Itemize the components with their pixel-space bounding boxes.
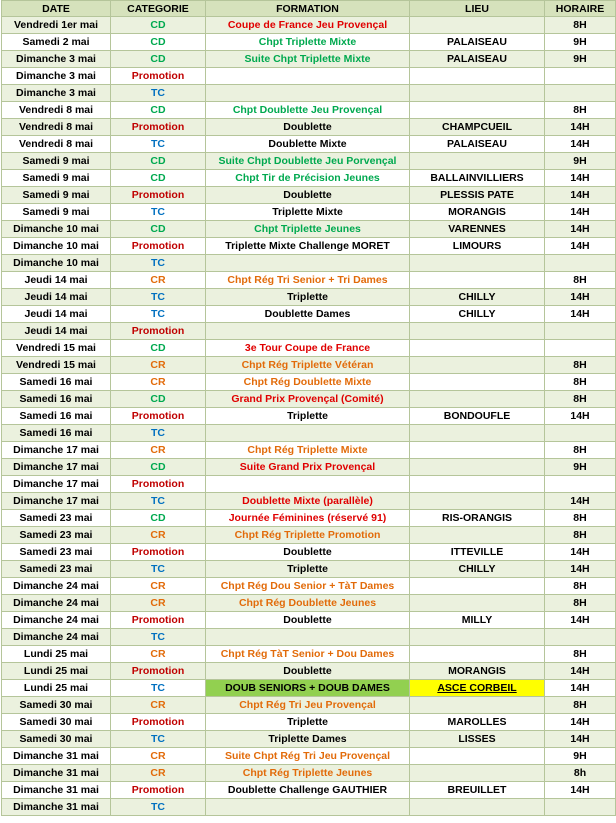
cell-lieu: BREUILLET bbox=[410, 782, 545, 799]
cell-lieu: PALAISEAU bbox=[410, 136, 545, 153]
schedule-table bbox=[1, 0, 616, 816]
cell-lieu: MAROLLES bbox=[410, 714, 545, 731]
cell-category: Promotion bbox=[111, 68, 206, 85]
cell-formation: Journée Féminines (réservé 91) bbox=[206, 510, 410, 527]
header-date: DATE bbox=[2, 1, 111, 17]
cell-category: TC bbox=[111, 799, 206, 816]
cell-category: CD bbox=[111, 102, 206, 119]
table-row bbox=[2, 476, 616, 493]
cell-category: Promotion bbox=[111, 476, 206, 493]
cell-horaire: 8H bbox=[545, 391, 616, 408]
cell-date: Samedi 16 mai bbox=[2, 374, 111, 391]
cell-horaire: 8H bbox=[545, 578, 616, 595]
cell-formation: Chpt Rég Tri Senior + Tri Dames bbox=[206, 272, 410, 289]
table-row bbox=[2, 153, 616, 170]
cell-horaire: 14H bbox=[545, 119, 616, 136]
cell-horaire: 14H bbox=[545, 204, 616, 221]
cell-horaire: 14H bbox=[545, 408, 616, 425]
table-row bbox=[2, 272, 616, 289]
cell-horaire: 8h bbox=[545, 765, 616, 782]
cell-lieu bbox=[410, 102, 545, 119]
cell-horaire: 9H bbox=[545, 153, 616, 170]
cell-formation: Chpt Rég Triplette Vétéran bbox=[206, 357, 410, 374]
table-row bbox=[2, 102, 616, 119]
cell-formation: Doublette Challenge GAUTHIER bbox=[206, 782, 410, 799]
cell-category: CR bbox=[111, 646, 206, 663]
cell-date: Dimanche 31 mai bbox=[2, 782, 111, 799]
cell-horaire: 14H bbox=[545, 663, 616, 680]
cell-date: Dimanche 3 mai bbox=[2, 68, 111, 85]
cell-formation: Chpt Rég Doublette Jeunes bbox=[206, 595, 410, 612]
cell-horaire: 14H bbox=[545, 221, 616, 238]
cell-lieu bbox=[410, 527, 545, 544]
cell-formation bbox=[206, 629, 410, 646]
table-row bbox=[2, 646, 616, 663]
cell-formation: DOUB SENIORS + DOUB DAMES bbox=[206, 680, 410, 697]
cell-category: Promotion bbox=[111, 663, 206, 680]
cell-formation: Grand Prix Provençal (Comité) bbox=[206, 391, 410, 408]
cell-lieu bbox=[410, 85, 545, 102]
table-row bbox=[2, 187, 616, 204]
cell-horaire: 14H bbox=[545, 612, 616, 629]
cell-lieu bbox=[410, 68, 545, 85]
cell-formation: Chpt Rég TàT Senior + Dou Dames bbox=[206, 646, 410, 663]
cell-horaire: 9H bbox=[545, 51, 616, 68]
cell-formation bbox=[206, 799, 410, 816]
cell-formation: Doublette Dames bbox=[206, 306, 410, 323]
cell-horaire: 14H bbox=[545, 680, 616, 697]
cell-category: CD bbox=[111, 391, 206, 408]
table-row bbox=[2, 510, 616, 527]
cell-lieu: MORANGIS bbox=[410, 204, 545, 221]
cell-horaire: 14H bbox=[545, 238, 616, 255]
cell-lieu bbox=[410, 459, 545, 476]
cell-lieu bbox=[410, 646, 545, 663]
cell-lieu bbox=[410, 425, 545, 442]
table-row bbox=[2, 629, 616, 646]
cell-formation: Triplette bbox=[206, 289, 410, 306]
cell-date: Dimanche 24 mai bbox=[2, 578, 111, 595]
cell-lieu: CHAMPCUEIL bbox=[410, 119, 545, 136]
cell-date: Samedi 23 mai bbox=[2, 510, 111, 527]
cell-horaire: 14H bbox=[545, 731, 616, 748]
cell-horaire: 14H bbox=[545, 187, 616, 204]
cell-category: Promotion bbox=[111, 544, 206, 561]
cell-horaire: 14H bbox=[545, 289, 616, 306]
table-row bbox=[2, 357, 616, 374]
table-row bbox=[2, 799, 616, 816]
cell-horaire: 8H bbox=[545, 374, 616, 391]
table-row bbox=[2, 663, 616, 680]
cell-date: Dimanche 31 mai bbox=[2, 748, 111, 765]
cell-lieu bbox=[410, 391, 545, 408]
cell-lieu: LIMOURS bbox=[410, 238, 545, 255]
cell-category: CD bbox=[111, 170, 206, 187]
cell-category: CD bbox=[111, 34, 206, 51]
cell-category: TC bbox=[111, 425, 206, 442]
cell-horaire: 8H bbox=[545, 17, 616, 34]
cell-category: CR bbox=[111, 442, 206, 459]
cell-lieu: CHILLY bbox=[410, 306, 545, 323]
cell-lieu bbox=[410, 323, 545, 340]
cell-formation bbox=[206, 323, 410, 340]
cell-category: TC bbox=[111, 85, 206, 102]
cell-formation: Triplette bbox=[206, 714, 410, 731]
cell-date: Samedi 2 mai bbox=[2, 34, 111, 51]
cell-date: Lundi 25 mai bbox=[2, 680, 111, 697]
cell-date: Vendredi 8 mai bbox=[2, 102, 111, 119]
cell-lieu bbox=[410, 493, 545, 510]
cell-horaire bbox=[545, 340, 616, 357]
table-row bbox=[2, 34, 616, 51]
header-lieu: LIEU bbox=[410, 1, 545, 17]
cell-category: TC bbox=[111, 306, 206, 323]
cell-horaire: 8H bbox=[545, 527, 616, 544]
cell-category: TC bbox=[111, 289, 206, 306]
cell-horaire: 14H bbox=[545, 561, 616, 578]
cell-date: Samedi 16 mai bbox=[2, 391, 111, 408]
cell-horaire bbox=[545, 799, 616, 816]
cell-category: CR bbox=[111, 272, 206, 289]
table-row bbox=[2, 340, 616, 357]
cell-date: Vendredi 15 mai bbox=[2, 340, 111, 357]
cell-horaire: 9H bbox=[545, 748, 616, 765]
cell-formation: Chpt Tir de Précision Jeunes bbox=[206, 170, 410, 187]
cell-category: CD bbox=[111, 340, 206, 357]
cell-horaire: 14H bbox=[545, 544, 616, 561]
cell-formation: Chpt Rég Triplette Promotion bbox=[206, 527, 410, 544]
cell-date: Vendredi 8 mai bbox=[2, 119, 111, 136]
cell-date: Dimanche 24 mai bbox=[2, 595, 111, 612]
table-row bbox=[2, 391, 616, 408]
cell-date: Lundi 25 mai bbox=[2, 663, 111, 680]
cell-horaire bbox=[545, 425, 616, 442]
cell-horaire: 14H bbox=[545, 170, 616, 187]
cell-category: Promotion bbox=[111, 612, 206, 629]
table-row bbox=[2, 493, 616, 510]
cell-formation: Chpt Doublette Jeu Provençal bbox=[206, 102, 410, 119]
table-row bbox=[2, 578, 616, 595]
cell-date: Samedi 9 mai bbox=[2, 170, 111, 187]
table-row bbox=[2, 697, 616, 714]
cell-category: TC bbox=[111, 680, 206, 697]
cell-horaire: 8H bbox=[545, 646, 616, 663]
cell-date: Dimanche 17 mai bbox=[2, 459, 111, 476]
cell-category: CD bbox=[111, 459, 206, 476]
cell-date: Dimanche 24 mai bbox=[2, 612, 111, 629]
cell-horaire: 8H bbox=[545, 697, 616, 714]
cell-category: CR bbox=[111, 748, 206, 765]
cell-formation: Suite Chpt Triplette Mixte bbox=[206, 51, 410, 68]
cell-date: Samedi 30 mai bbox=[2, 697, 111, 714]
header-category: CATEGORIE bbox=[111, 1, 206, 17]
cell-horaire: 14H bbox=[545, 136, 616, 153]
table-row bbox=[2, 68, 616, 85]
cell-horaire bbox=[545, 476, 616, 493]
cell-category: TC bbox=[111, 561, 206, 578]
cell-category: TC bbox=[111, 629, 206, 646]
cell-category: CR bbox=[111, 357, 206, 374]
cell-horaire: 9H bbox=[545, 34, 616, 51]
cell-category: TC bbox=[111, 204, 206, 221]
cell-category: Promotion bbox=[111, 782, 206, 799]
table-row bbox=[2, 85, 616, 102]
cell-formation: 3e Tour Coupe de France bbox=[206, 340, 410, 357]
cell-formation: Triplette bbox=[206, 408, 410, 425]
cell-category: CR bbox=[111, 765, 206, 782]
table-row bbox=[2, 527, 616, 544]
cell-lieu bbox=[410, 340, 545, 357]
cell-date: Jeudi 14 mai bbox=[2, 272, 111, 289]
table-row bbox=[2, 306, 616, 323]
cell-date: Dimanche 17 mai bbox=[2, 442, 111, 459]
cell-horaire: 14H bbox=[545, 493, 616, 510]
cell-category: CD bbox=[111, 153, 206, 170]
cell-lieu bbox=[410, 748, 545, 765]
table-row bbox=[2, 408, 616, 425]
header-formation: FORMATION bbox=[206, 1, 410, 17]
table-row bbox=[2, 442, 616, 459]
cell-horaire bbox=[545, 85, 616, 102]
cell-lieu bbox=[410, 595, 545, 612]
cell-category: CD bbox=[111, 17, 206, 34]
cell-formation bbox=[206, 425, 410, 442]
table-row bbox=[2, 204, 616, 221]
cell-formation: Chpt Rég Tri Jeu Provençal bbox=[206, 697, 410, 714]
cell-date: Dimanche 3 mai bbox=[2, 51, 111, 68]
cell-category: Promotion bbox=[111, 119, 206, 136]
cell-date: Samedi 23 mai bbox=[2, 527, 111, 544]
cell-horaire bbox=[545, 323, 616, 340]
cell-formation bbox=[206, 476, 410, 493]
cell-category: CD bbox=[111, 221, 206, 238]
cell-lieu bbox=[410, 255, 545, 272]
cell-horaire: 14H bbox=[545, 306, 616, 323]
table-body bbox=[2, 17, 616, 816]
cell-formation: Suite Grand Prix Provençal bbox=[206, 459, 410, 476]
cell-category: Promotion bbox=[111, 408, 206, 425]
cell-date: Dimanche 31 mai bbox=[2, 765, 111, 782]
cell-date: Dimanche 10 mai bbox=[2, 221, 111, 238]
cell-category: Promotion bbox=[111, 187, 206, 204]
cell-date: Samedi 9 mai bbox=[2, 187, 111, 204]
cell-formation bbox=[206, 68, 410, 85]
cell-horaire: 8H bbox=[545, 595, 616, 612]
header-row bbox=[2, 1, 616, 17]
cell-category: Promotion bbox=[111, 714, 206, 731]
cell-horaire: 8H bbox=[545, 510, 616, 527]
cell-horaire: 8H bbox=[545, 442, 616, 459]
cell-lieu: CHILLY bbox=[410, 561, 545, 578]
cell-category: CR bbox=[111, 697, 206, 714]
cell-formation: Chpt Rég Triplette Jeunes bbox=[206, 765, 410, 782]
cell-horaire bbox=[545, 255, 616, 272]
cell-date: Vendredi 8 mai bbox=[2, 136, 111, 153]
cell-category: CR bbox=[111, 374, 206, 391]
table-row bbox=[2, 136, 616, 153]
cell-date: Jeudi 14 mai bbox=[2, 289, 111, 306]
cell-category: TC bbox=[111, 136, 206, 153]
cell-formation: Triplette Dames bbox=[206, 731, 410, 748]
cell-date: Lundi 25 mai bbox=[2, 646, 111, 663]
table-row bbox=[2, 459, 616, 476]
cell-horaire bbox=[545, 629, 616, 646]
cell-horaire: 8H bbox=[545, 102, 616, 119]
cell-horaire: 9H bbox=[545, 459, 616, 476]
cell-date: Samedi 30 mai bbox=[2, 714, 111, 731]
table-row bbox=[2, 765, 616, 782]
table-row bbox=[2, 255, 616, 272]
cell-formation: Doublette bbox=[206, 187, 410, 204]
cell-formation: Chpt Triplette Jeunes bbox=[206, 221, 410, 238]
table-row bbox=[2, 748, 616, 765]
cell-date: Samedi 23 mai bbox=[2, 561, 111, 578]
table-row bbox=[2, 119, 616, 136]
table-row bbox=[2, 374, 616, 391]
cell-date: Vendredi 1er mai bbox=[2, 17, 111, 34]
cell-date: Dimanche 31 mai bbox=[2, 799, 111, 816]
table-row bbox=[2, 170, 616, 187]
cell-date: Dimanche 17 mai bbox=[2, 493, 111, 510]
cell-formation: Chpt Triplette Mixte bbox=[206, 34, 410, 51]
cell-lieu: PALAISEAU bbox=[410, 51, 545, 68]
table-row bbox=[2, 714, 616, 731]
cell-date: Samedi 30 mai bbox=[2, 731, 111, 748]
cell-date: Samedi 23 mai bbox=[2, 544, 111, 561]
cell-formation: Doublette bbox=[206, 663, 410, 680]
cell-date: Dimanche 24 mai bbox=[2, 629, 111, 646]
cell-horaire: 8H bbox=[545, 357, 616, 374]
cell-date: Dimanche 10 mai bbox=[2, 238, 111, 255]
table-row bbox=[2, 595, 616, 612]
cell-lieu bbox=[410, 357, 545, 374]
cell-horaire: 14H bbox=[545, 782, 616, 799]
cell-formation: Doublette Mixte bbox=[206, 136, 410, 153]
table-row bbox=[2, 544, 616, 561]
cell-lieu: BALLAINVILLIERS bbox=[410, 170, 545, 187]
cell-lieu bbox=[410, 629, 545, 646]
cell-lieu bbox=[410, 272, 545, 289]
cell-lieu bbox=[410, 17, 545, 34]
cell-date: Samedi 9 mai bbox=[2, 153, 111, 170]
cell-formation bbox=[206, 85, 410, 102]
cell-date: Samedi 9 mai bbox=[2, 204, 111, 221]
cell-lieu bbox=[410, 697, 545, 714]
cell-lieu: PLESSIS PATE bbox=[410, 187, 545, 204]
cell-date: Dimanche 10 mai bbox=[2, 255, 111, 272]
cell-lieu: ITTEVILLE bbox=[410, 544, 545, 561]
cell-date: Vendredi 15 mai bbox=[2, 357, 111, 374]
table-row bbox=[2, 731, 616, 748]
cell-formation: Doublette bbox=[206, 119, 410, 136]
table-row bbox=[2, 561, 616, 578]
cell-category: TC bbox=[111, 493, 206, 510]
cell-lieu: MILLY bbox=[410, 612, 545, 629]
cell-lieu bbox=[410, 578, 545, 595]
cell-lieu bbox=[410, 442, 545, 459]
cell-formation: Triplette Mixte Challenge MORET bbox=[206, 238, 410, 255]
cell-formation: Suite Chpt Doublette Jeu Porvençal bbox=[206, 153, 410, 170]
cell-horaire bbox=[545, 68, 616, 85]
table-row bbox=[2, 238, 616, 255]
cell-horaire: 14H bbox=[545, 714, 616, 731]
cell-lieu bbox=[410, 153, 545, 170]
cell-horaire: 8H bbox=[545, 272, 616, 289]
cell-category: CD bbox=[111, 51, 206, 68]
cell-lieu bbox=[410, 765, 545, 782]
cell-date: Samedi 16 mai bbox=[2, 408, 111, 425]
cell-category: CD bbox=[111, 510, 206, 527]
cell-category: TC bbox=[111, 731, 206, 748]
cell-formation: Suite Chpt Rég Tri Jeu Provençal bbox=[206, 748, 410, 765]
table-row bbox=[2, 680, 616, 697]
cell-lieu bbox=[410, 374, 545, 391]
cell-date: Dimanche 3 mai bbox=[2, 85, 111, 102]
cell-formation: Doublette Mixte (parallèle) bbox=[206, 493, 410, 510]
cell-lieu bbox=[410, 476, 545, 493]
cell-lieu: MORANGIS bbox=[410, 663, 545, 680]
cell-formation: Doublette bbox=[206, 612, 410, 629]
cell-formation: Chpt Rég Dou Senior + TàT Dames bbox=[206, 578, 410, 595]
cell-category: TC bbox=[111, 255, 206, 272]
header-horaire: HORAIRE bbox=[545, 1, 616, 17]
cell-lieu: PALAISEAU bbox=[410, 34, 545, 51]
table-row bbox=[2, 289, 616, 306]
cell-category: CR bbox=[111, 595, 206, 612]
cell-formation bbox=[206, 255, 410, 272]
cell-lieu: VARENNES bbox=[410, 221, 545, 238]
cell-lieu: BONDOUFLE bbox=[410, 408, 545, 425]
cell-formation: Triplette Mixte bbox=[206, 204, 410, 221]
cell-lieu bbox=[410, 799, 545, 816]
table-row bbox=[2, 17, 616, 34]
table-row bbox=[2, 425, 616, 442]
cell-formation: Triplette bbox=[206, 561, 410, 578]
cell-date: Jeudi 14 mai bbox=[2, 306, 111, 323]
cell-formation: Chpt Rég Doublette Mixte bbox=[206, 374, 410, 391]
table-row bbox=[2, 782, 616, 799]
cell-category: CR bbox=[111, 527, 206, 544]
cell-lieu: RIS-ORANGIS bbox=[410, 510, 545, 527]
cell-formation: Chpt Rég Triplette Mixte bbox=[206, 442, 410, 459]
cell-lieu: CHILLY bbox=[410, 289, 545, 306]
table-row bbox=[2, 221, 616, 238]
table-header bbox=[2, 1, 616, 17]
cell-category: CR bbox=[111, 578, 206, 595]
cell-category: Promotion bbox=[111, 238, 206, 255]
table-row bbox=[2, 323, 616, 340]
cell-category: Promotion bbox=[111, 323, 206, 340]
cell-lieu: LISSES bbox=[410, 731, 545, 748]
cell-formation: Coupe de France Jeu Provençal bbox=[206, 17, 410, 34]
cell-lieu: ASCE CORBEIL bbox=[410, 680, 545, 697]
cell-date: Samedi 16 mai bbox=[2, 425, 111, 442]
table-row bbox=[2, 51, 616, 68]
cell-date: Jeudi 14 mai bbox=[2, 323, 111, 340]
cell-date: Dimanche 17 mai bbox=[2, 476, 111, 493]
cell-formation: Doublette bbox=[206, 544, 410, 561]
table-row bbox=[2, 612, 616, 629]
